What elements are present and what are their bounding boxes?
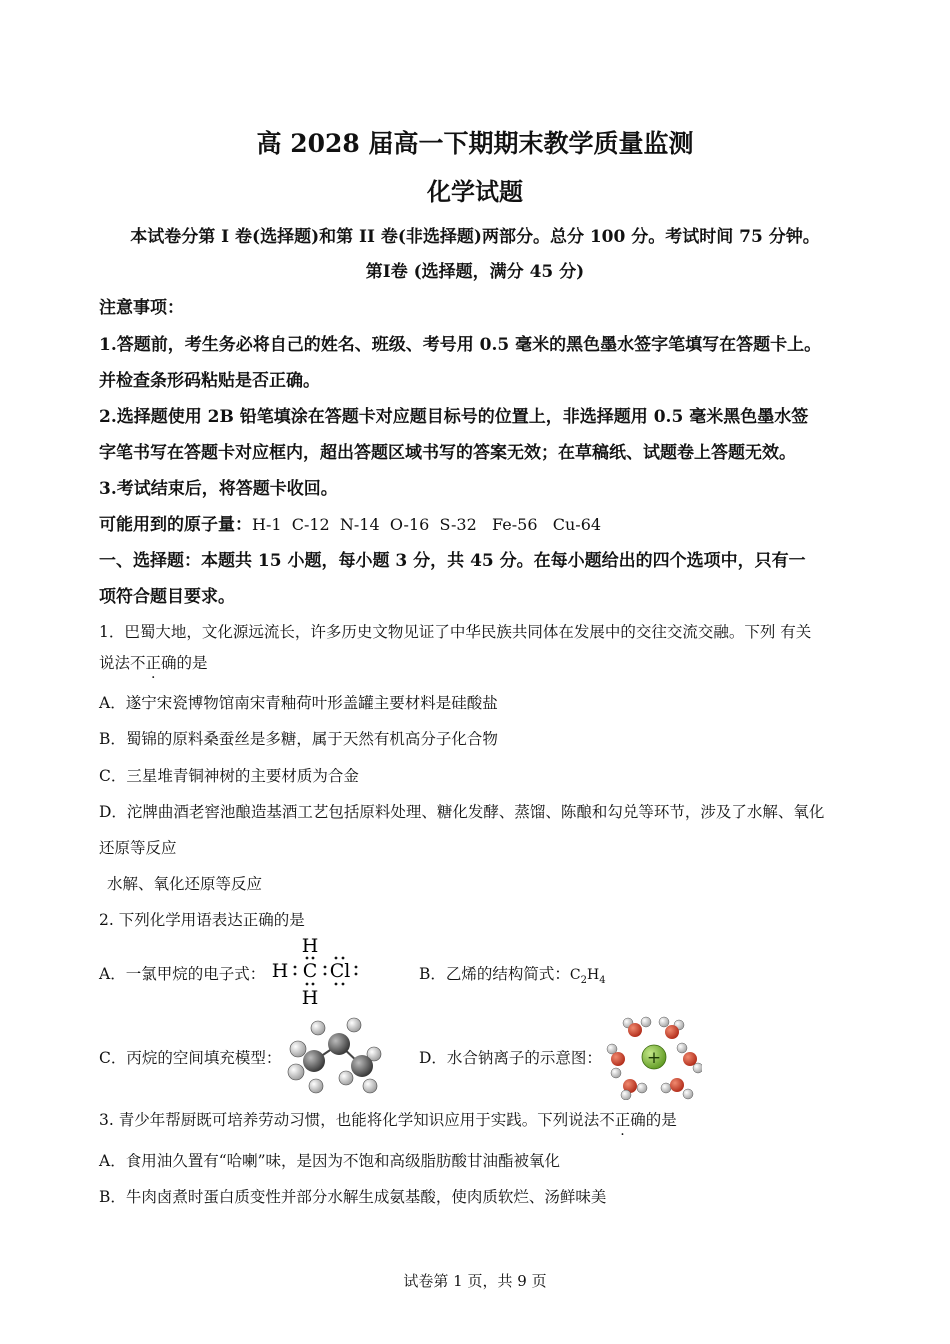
exam-title: 高 2028 届高一下期期末教学质量监测 bbox=[256, 129, 694, 158]
q1-option-d-line3: 水解、氧化还原等反应 bbox=[107, 875, 263, 893]
q1-option-c: C．三星堆青铜神树的主要材质为合金 bbox=[99, 767, 359, 785]
q1-stem-line2 bbox=[99, 651, 208, 673]
q1-option-a: A．遂宁宋瓷博物馆南宋青釉荷叶形盖罐主要材料是硅酸盐 bbox=[99, 694, 498, 712]
ethene-formula-sub4: 4 bbox=[599, 975, 606, 987]
q1-stem-post: 的是 bbox=[176, 654, 208, 672]
lewis-h-top: H bbox=[301, 935, 319, 957]
q1-option-b: B．蜀锦的原料桑蚕丝是多糖，属于天然有机高分子化合物 bbox=[99, 730, 498, 748]
note-2-line2: 字笔书写在答题卡对应框内，超出答题区域书写的答案无效；在草稿纸、试题卷上答题无效。 bbox=[99, 443, 796, 463]
propane-space-filling-model bbox=[284, 1016, 384, 1096]
lewis-c-center: C bbox=[302, 960, 318, 982]
atomic-weights-label: 可能用到的原子量： bbox=[99, 515, 252, 535]
exam-intro: 本试卷分第 I 卷(选择题)和第 II 卷(非选择题)两部分。总分 100 分。考试时间 75 分钟。 bbox=[130, 227, 820, 247]
sodium-charge-symbol: + bbox=[646, 1048, 662, 1068]
q3-option-a: A．食用油久置有“哈喇”味，是因为不饱和高级脂肪酸甘油酯被氧化 bbox=[99, 1152, 561, 1170]
note-1-line1: 1.答题前，考生务必将自己的姓名、班级、考号用 0.5 毫米的黑色墨水签字笔填写在答题卡上。 bbox=[99, 335, 822, 355]
note-1-line2: 并检查条形码粘贴是否正确。 bbox=[99, 371, 320, 391]
lewis-h-bottom: H bbox=[301, 987, 319, 1008]
propane-hydrogen-atom bbox=[339, 1071, 353, 1085]
q1-stem-line1: 1．巴蜀大地，文化源远流长，许多历史文物见证了中华民族共同体在发展中的交往交流交融。下列 有关 bbox=[99, 623, 812, 641]
q1-stem-pre: 说法 bbox=[99, 654, 131, 672]
page-footer: 试卷第 1 页，共 9 页 bbox=[403, 1272, 547, 1290]
note-2-line1: 2.选择题使用 2B 铅笔填涂在答题卡对应题目标号的位置上，非选择题用 0.5 毫米黑色墨水签 bbox=[99, 407, 809, 427]
lewis-cl-right: Cl bbox=[329, 960, 351, 982]
propane-hydrogen-atom bbox=[363, 1079, 377, 1093]
q2-option-b-label: B．乙烯的结构简式： bbox=[419, 965, 570, 983]
chloromethane-lewis-structure bbox=[268, 934, 364, 1008]
propane-hydrogen-atom bbox=[290, 1041, 306, 1057]
q3-emphasis: 不正确 bbox=[599, 1111, 646, 1129]
q3-stem-post: 的是 bbox=[645, 1111, 677, 1129]
propane-carbon-atom bbox=[328, 1033, 350, 1055]
q2-stem: 2. 下列化学用语表达正确的是 bbox=[99, 911, 305, 929]
lewis-h-left: H bbox=[271, 960, 289, 982]
q1-emphasis: 不正确 bbox=[130, 654, 177, 672]
section1-line1: 一、选择题：本题共 15 小题，每小题 3 分，共 45 分。在每小题给出的四个选项中，只有一 bbox=[99, 551, 806, 571]
ethene-formula-c: C bbox=[569, 967, 581, 983]
atomic-weights bbox=[99, 510, 601, 535]
q3-stem-pre: 3. 青少年帮厨既可培养劳动习惯，也能将化学知识应用于实践。下列说法 bbox=[99, 1111, 600, 1129]
propane-carbon-atom bbox=[351, 1055, 373, 1077]
part1-heading: 第Ⅰ卷 (选择题，满分 45 分) bbox=[365, 262, 585, 282]
subject-title: 化学试题 bbox=[427, 177, 523, 206]
q2-option-b bbox=[419, 962, 606, 986]
ethene-formula-sub2: 2 bbox=[580, 975, 587, 987]
note-3: 3.考试结束后，将答题卡收回。 bbox=[99, 479, 338, 499]
ethene-formula-h: H bbox=[587, 967, 600, 983]
q1-option-d-line2: 还原等反应 bbox=[99, 839, 177, 857]
propane-carbon-atom bbox=[303, 1050, 325, 1072]
q2-option-d-label: D．水合钠离子的示意图： bbox=[419, 1049, 602, 1067]
propane-hydrogen-atom bbox=[347, 1018, 361, 1032]
hydrated-sodium-ion-diagram bbox=[606, 1016, 702, 1100]
q1-option-d-line1: D．沱牌曲酒老窖池酿造基酒工艺包括原料处理、糖化发酵、蒸馏、陈酿和勾兑等环节，涉及了水解、氧化 bbox=[99, 803, 825, 821]
propane-hydrogen-atom bbox=[311, 1021, 325, 1035]
q2-option-a-label: A．一氯甲烷的电子式： bbox=[99, 965, 266, 983]
atomic-weights-values: H-1 C-12 N-14 O-16 S-32 Fe-56 Cu-64 bbox=[252, 515, 602, 534]
propane-hydrogen-atom bbox=[288, 1064, 304, 1080]
q2-option-c-label: C．丙烷的空间填充模型： bbox=[99, 1049, 282, 1067]
notes-heading: 注意事项： bbox=[99, 298, 184, 318]
propane-hydrogen-atom bbox=[309, 1079, 323, 1093]
q3-stem bbox=[99, 1108, 677, 1130]
section1-line2: 项符合题目要求。 bbox=[99, 587, 235, 607]
q3-option-b: B．牛肉卤煮时蛋白质变性并部分水解生成氨基酸，使肉质软烂、汤鲜味美 bbox=[99, 1188, 607, 1206]
